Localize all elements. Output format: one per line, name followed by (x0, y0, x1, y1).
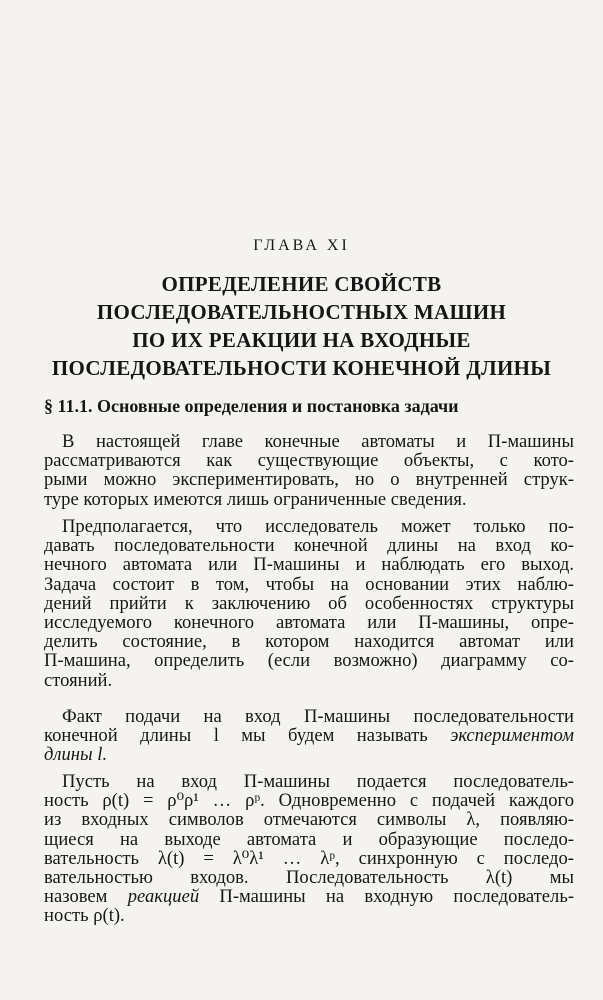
text-line: туре которых имеются лишь ограниченные сведения. (44, 488, 467, 510)
term-length: длины l. (44, 744, 108, 766)
text-line: рыми можно экспериментировать, но о внутренней струк- (44, 469, 574, 491)
text-line: щиеся на выходе автомата и образующие последо- (44, 828, 574, 850)
text-line (44, 726, 574, 745)
text-line: ность ρ(t). (44, 905, 125, 927)
text-line (44, 887, 574, 906)
text-span: назовем (44, 886, 128, 908)
chapter-title-line: ПО ИХ РЕАКЦИИ НА ВХОДНЫЕ (132, 328, 471, 352)
text-line: Предполагается, что исследователь может только по- (62, 516, 574, 537)
term-reaction: реакцией (127, 886, 200, 908)
chapter-title (20, 270, 583, 382)
text-line: исследуемого конечного автомата или П-машины, опре- (44, 611, 574, 633)
text-line: из входных символов отмечаются символы λ, появляю- (44, 809, 574, 831)
text-span: конечной длины l мы будем называть (44, 725, 451, 747)
paragraph-2 (44, 517, 574, 690)
text-line: дений прийти к заключению об особенностях структуры (44, 592, 574, 614)
text-line: вательностью входов. Последовательность λ(t) мы (44, 866, 574, 888)
paragraph-4 (44, 772, 574, 926)
text-line: нечного автомата или П-машины и наблюдать его выход. (44, 554, 574, 576)
chapter-heading: ГЛАВА XI (253, 237, 350, 254)
text-line (44, 745, 574, 764)
text-line: делить состояние, в котором находится автомат или (44, 631, 574, 653)
text-line: П-машина, определить (если возможно) диаграмму со- (44, 650, 574, 672)
text-span: П-машины на входную последователь- (199, 886, 575, 908)
section-heading: § 11.1. Основные определения и постановка задачи (44, 396, 459, 416)
chapter-title-line: ПОСЛЕДОВАТЕЛЬНОСТИ КОНЕЧНОЙ ДЛИНЫ (51, 356, 552, 380)
text-line: В настоящей главе конечные автоматы и П-машины (62, 431, 574, 452)
term-experiment: экспериментом (450, 725, 574, 747)
text-line: ность ρ(t) = ρ⁰ρ¹ … ρᵖ. Одновременно с подачей каждого (44, 790, 574, 812)
text-line: Задача состоит в том, чтобы на основании этих наблю- (44, 573, 574, 595)
chapter-title-line: ОПРЕДЕЛЕНИЕ СВОЙСТВ (161, 272, 442, 296)
text-line: давать последовательности конечной длины на вход ко- (44, 535, 574, 557)
chapter-title-line: ПОСЛЕДОВАТЕЛЬНОСТНЫХ МАШИН (96, 300, 507, 324)
paragraph-1 (44, 432, 574, 509)
text-line: стояний. (44, 669, 113, 691)
text-line: рассматриваются как существующие объекты, с кото- (44, 450, 574, 472)
text-line: Пусть на вход П-машины подается последователь- (62, 771, 574, 792)
text-line: вательность λ(t) = λ⁰λ¹ … λᵖ, синхронную с последо- (44, 847, 574, 869)
text-line: Факт подачи на вход П-машины последовательности (62, 706, 574, 727)
paragraph-3 (44, 707, 574, 765)
